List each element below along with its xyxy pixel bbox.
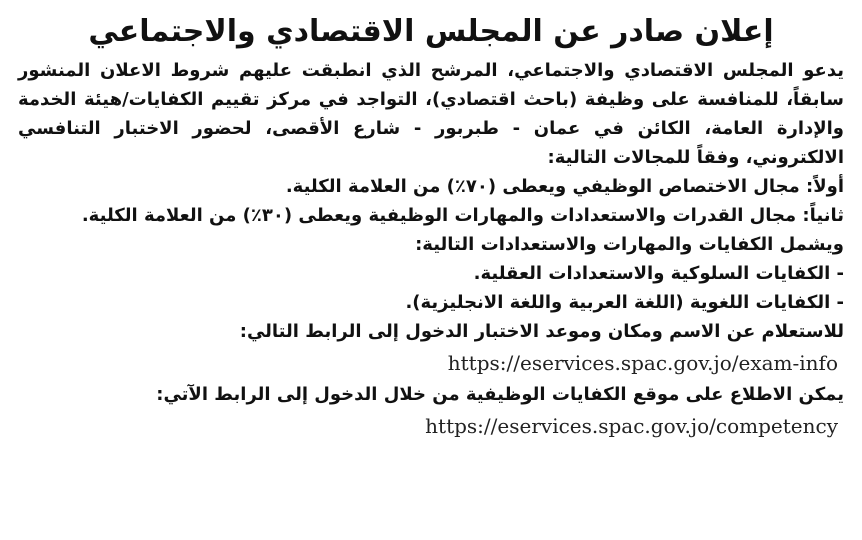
language-competencies-item: - الكفايات اللغوية (اللغة العربية واللغة الانجليزية). bbox=[405, 292, 844, 313]
inquiry-line: للاستعلام عن الاسم ومكان وموعد الاختبار الدخول إلى الرابط التالي: bbox=[239, 321, 844, 342]
competency-link[interactable]: https://eservices.spac.gov.jo/competency bbox=[425, 414, 838, 438]
includes-line: ويشمل الكفايات والمهارات والاستعدادات التالية: bbox=[415, 234, 844, 255]
exam-info-link[interactable]: https://eservices.spac.gov.jo/exam-info bbox=[447, 351, 838, 375]
competency-note-line: يمكن الاطلاع على موقع الكفايات الوظيفية من خلال الدخول إلى الرابط الآتي: bbox=[156, 384, 844, 405]
announcement-title: إعلان صادر عن المجلس الاقتصادي والاجتماعي bbox=[88, 14, 774, 49]
first-domain-line: أولاً: مجال الاختصاص الوظيفي ويعطى (٧٠٪) من العلامة الكلية. bbox=[285, 176, 844, 197]
intro-paragraph: يدعو المجلس الاقتصادي والاجتماعي، المرشح الذي انطبقت عليهم شروط الاعلان المنشور سابقاً، للمنافسة على وظيفة (باحث اقتصادي)، التواجد في مركز تقييم الكفايات/هيئة الخدمة والإدارة العامة، الكائن في عمان - طبربور - شارع الأقصى، لحضور الاختبار التنافسي الالكتروني، وفقاً للمجالات التالية: bbox=[18, 60, 844, 168]
second-domain-line: ثانياً: مجال القدرات والاستعدادات والمهارات الوظيفية ويعطى (٣٠٪) من العلامة الكلية. bbox=[81, 205, 844, 226]
behavioral-competencies-item: - الكفايات السلوكية والاستعدادات العقلية. bbox=[473, 263, 844, 284]
